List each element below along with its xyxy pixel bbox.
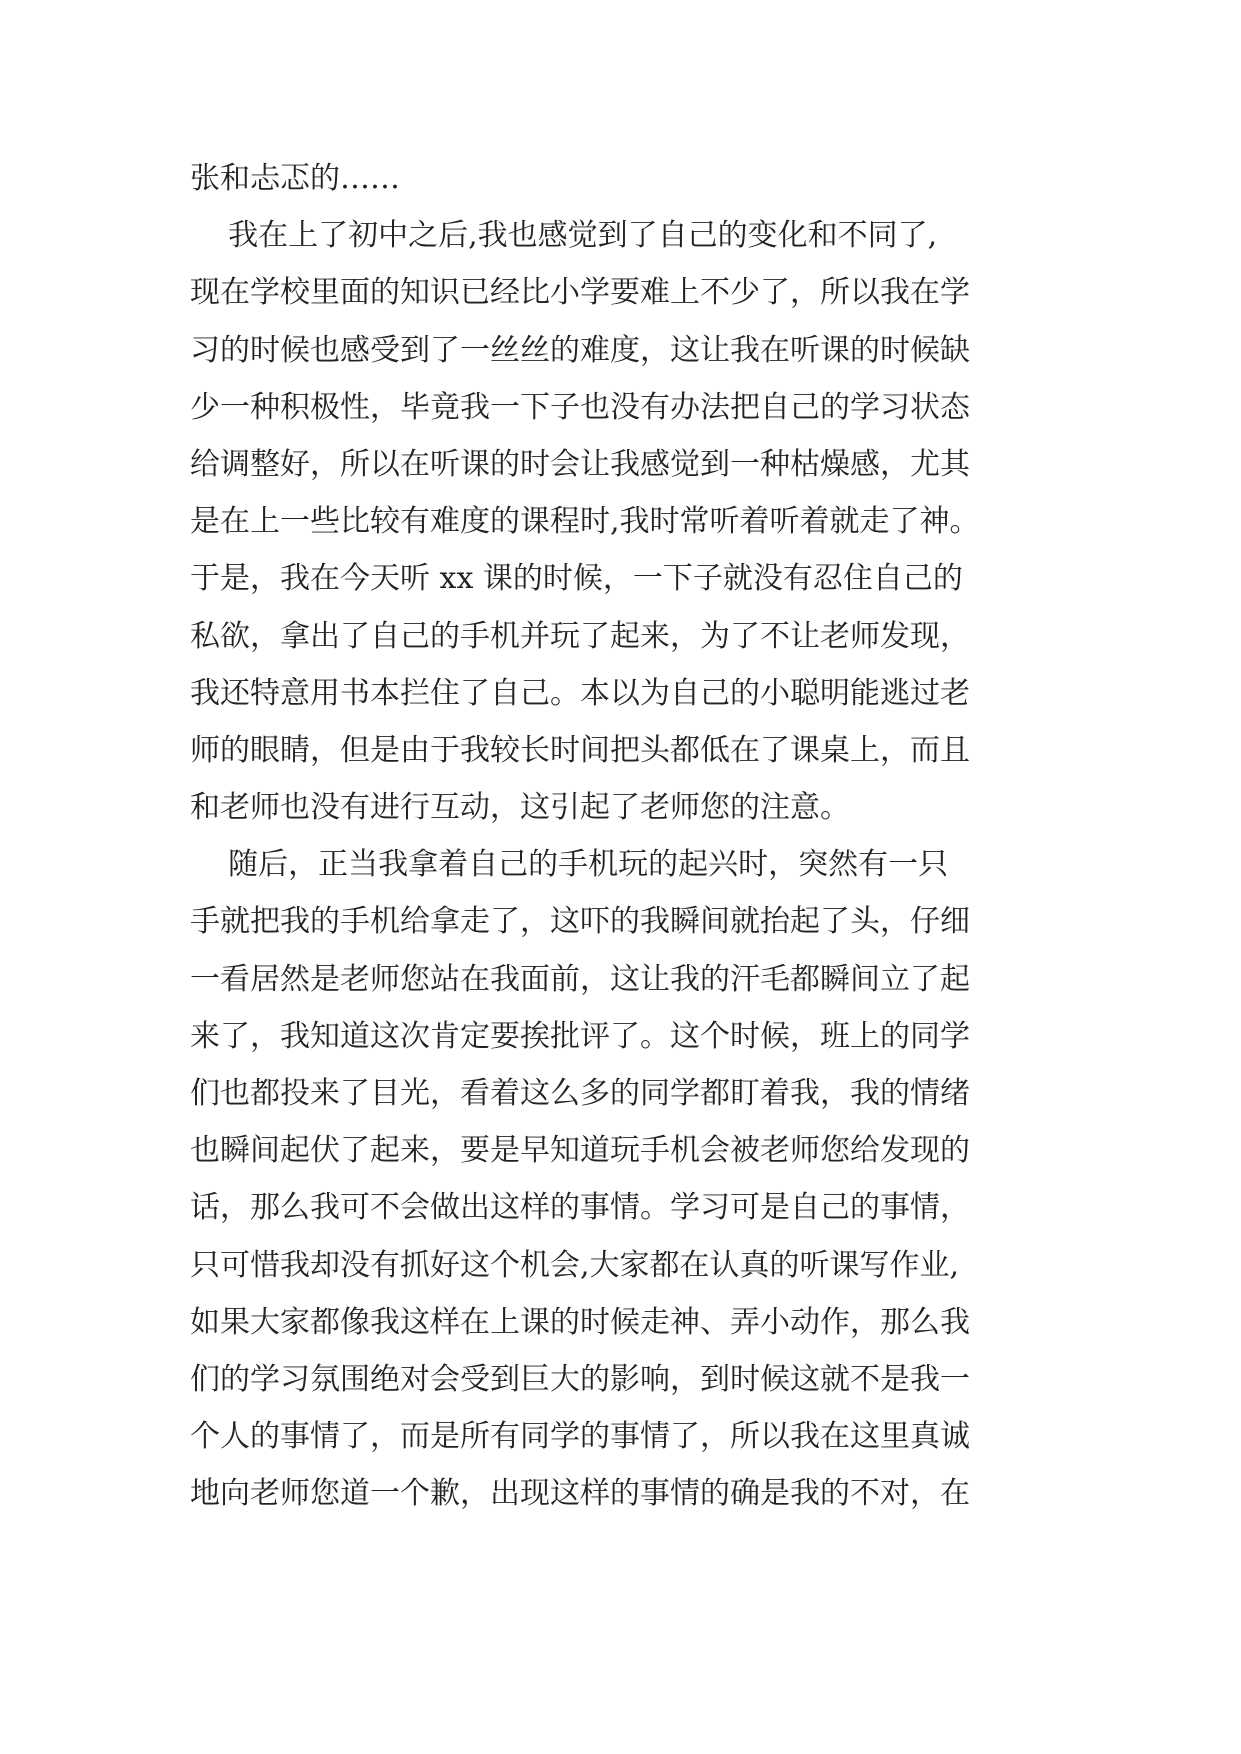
text-line: 们的学习氛围绝对会受到巨大的影响，到时候这就不是我一 <box>190 1361 970 1397</box>
text-line: 张和忐忑的…… <box>190 161 400 196</box>
text-line: 随后，正当我拿着自己的手机玩的起兴时，突然有一只 <box>190 847 949 883</box>
text-line: 我在上了初中之后,我也感觉到了自己的变化和不同了, <box>190 218 938 254</box>
text-line: 只可惜我却没有抓好这个机会,大家都在认真的听课写作业, <box>190 1247 960 1283</box>
text-line: 少一种积极性，毕竟我一下子也没有办法把自己的学习状态 <box>190 389 970 425</box>
text-line: 师的眼睛，但是由于我较长时间把头都低在了课桌上，而且 <box>190 732 970 768</box>
text-line: 现在学校里面的知识已经比小学要难上不少了，所以我在学 <box>190 275 970 311</box>
text-line: 私欲，拿出了自己的手机并玩了起来，为了不让老师发现， <box>190 618 970 654</box>
text-line: 来了，我知道这次肯定要挨批评了。这个时候，班上的同学 <box>190 1018 970 1054</box>
text-line: 话，那么我可不会做出这样的事情。学习可是自己的事情， <box>190 1190 970 1226</box>
text-line: 们也都投来了目光，看着这么多的同学都盯着我，我的情绪 <box>190 1076 970 1111</box>
text-line: 个人的事情了，而是所有同学的事情了，所以我在这里真诚 <box>190 1419 970 1455</box>
text-line: 习的时候也感受到了一丝丝的难度，这让我在听课的时候缺 <box>190 332 970 368</box>
text-line: 也瞬间起伏了起来，要是早知道玩手机会被老师您给发现的 <box>190 1133 970 1169</box>
text-line: 如果大家都像我这样在上课的时候走神、弄小动作，那么我 <box>190 1304 970 1340</box>
text-line: 手就把我的手机给拿走了，这吓的我瞬间就抬起了头，仔细 <box>190 904 970 940</box>
text-line: 地向老师您道一个歉，出现这样的事情的确是我的不对，在 <box>190 1476 970 1512</box>
text-line: 给调整好，所以在听课的时会让我感觉到一种枯燥感，尤其 <box>190 446 970 482</box>
body-text <box>190 150 1090 1523</box>
text-line: 于是，我在今天听 xx 课的时候，一下子就没有忍住自己的 <box>190 561 963 597</box>
text-line: 一看居然是老师您站在我面前，这让我的汗毛都瞬间立了起 <box>190 961 970 997</box>
text-line: 我还特意用书本拦住了自己。本以为自己的小聪明能逃过老 <box>190 675 970 711</box>
text-line: 是在上一些比较有难度的课程时,我时常听着听着就走了神。 <box>190 504 980 540</box>
text-line: 和老师也没有进行互动，这引起了老师您的注意。 <box>190 790 850 826</box>
